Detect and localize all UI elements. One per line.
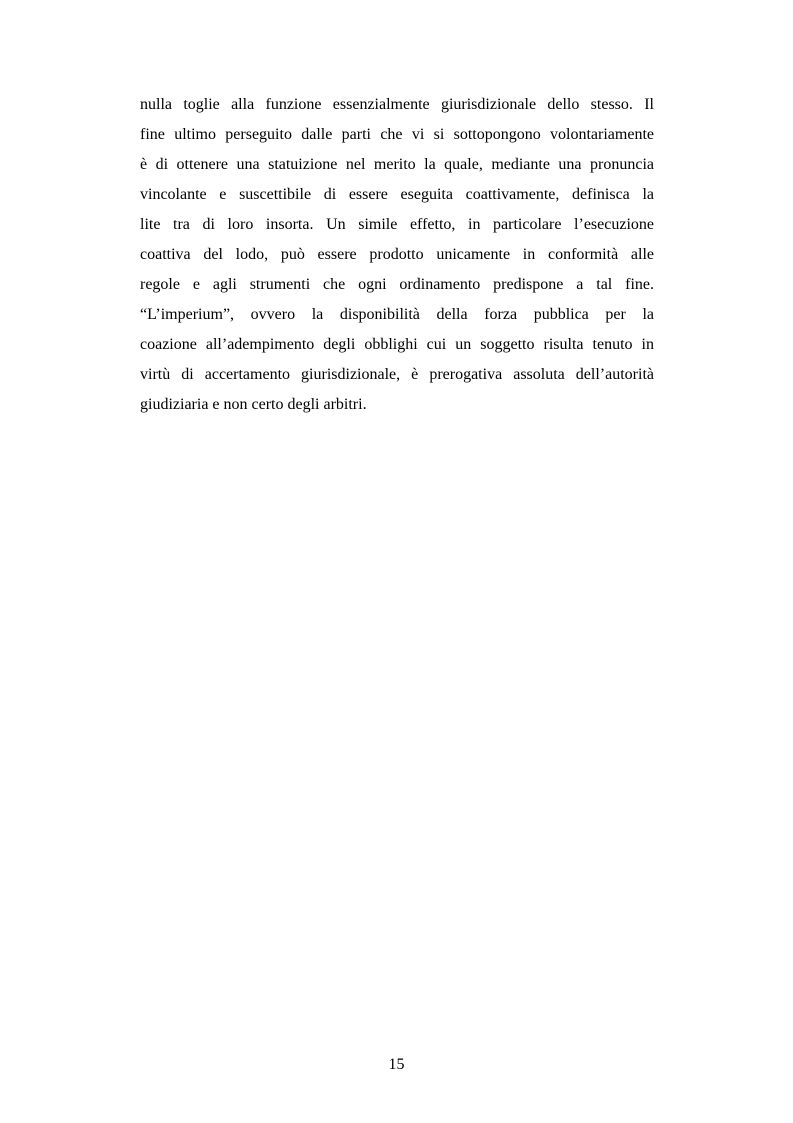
text-line: lite tra di loro insorta. Un simile effetto, in particolare l’esecuzione <box>140 216 654 233</box>
text-line: nulla toglie alla funzione essenzialmente giurisdizionale dello stesso. Il <box>140 96 654 113</box>
text-line: “L’imperium”, ovvero la disponibilità della forza pubblica per la <box>140 306 654 323</box>
text-line: vincolante e suscettibile di essere eseguita coattivamente, definisca la <box>140 186 654 203</box>
page-number: 15 <box>388 1056 405 1073</box>
text-line: è di ottenere una statuizione nel merito la quale, mediante una pronuncia <box>140 156 654 173</box>
text-line: coazione all’adempimento degli obblighi cui un soggetto risulta tenuto in <box>140 336 654 353</box>
body-paragraph <box>140 90 654 420</box>
text-line: coattiva del lodo, può essere prodotto unicamente in conformità alle <box>140 246 654 263</box>
text-line: fine ultimo perseguito dalle parti che vi si sottopongono volontariamente <box>140 126 654 143</box>
text-line: regole e agli strumenti che ogni ordinamento predispone a tal fine. <box>140 276 654 293</box>
text-line: giudiziaria e non certo degli arbitri. <box>140 396 367 413</box>
text-line: virtù di accertamento giurisdizionale, è prerogativa assoluta dell’autorità <box>140 366 654 383</box>
